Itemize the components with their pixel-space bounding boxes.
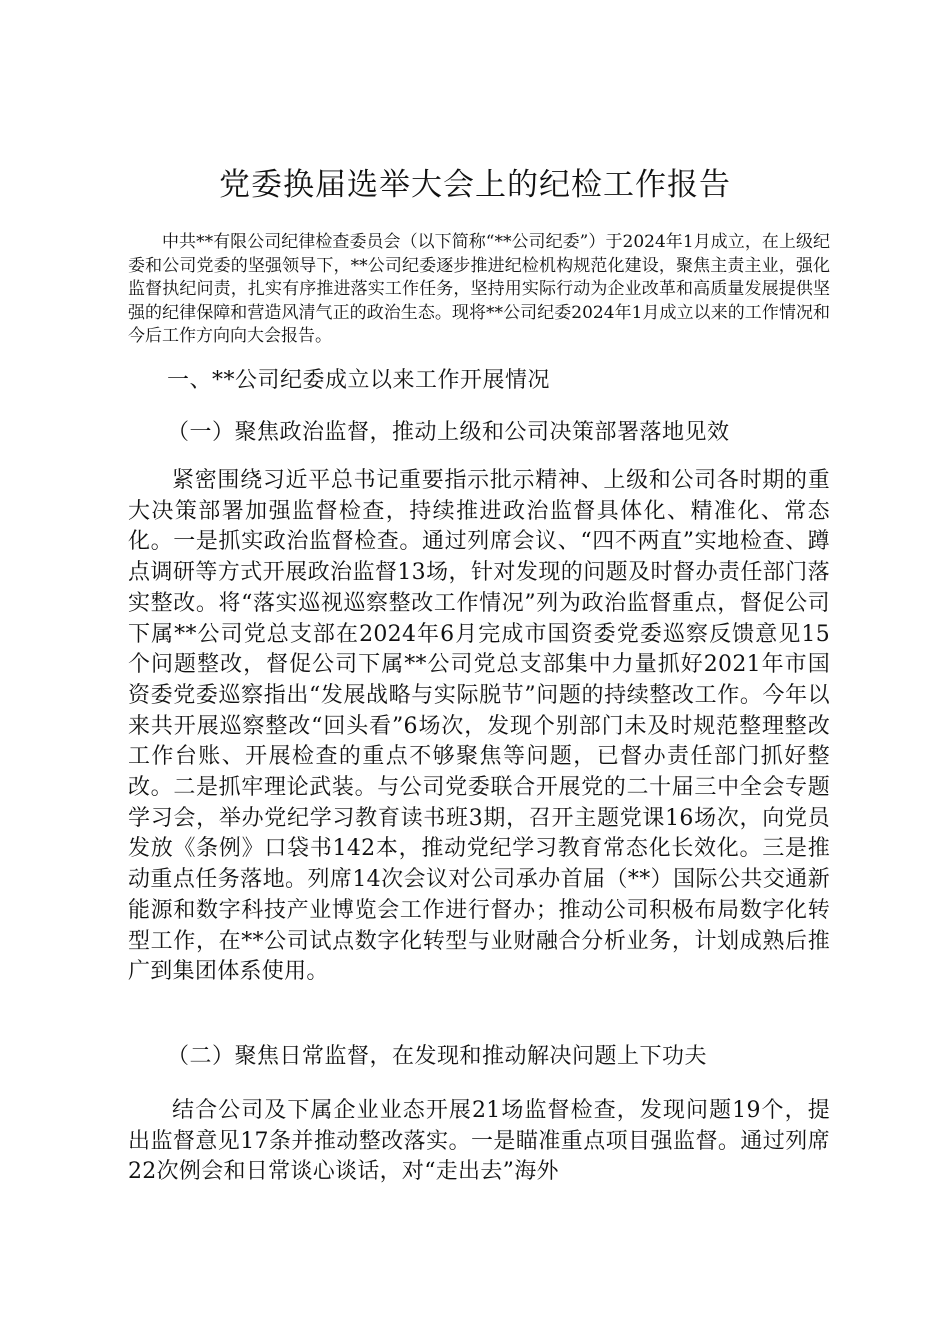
subsection-heading-2: （二）聚焦日常监督，在发现和推动解决问题上下功夫 bbox=[167, 1044, 708, 1069]
subsection-2-body: 结合公司及下属企业业态开展21场监督检查，发现问题19个，提出监督意见17条并推动整改落实。一是瞄准重点项目强监督。通过列席22次例会和日常谈心谈话，对“走出去”海外 bbox=[128, 1098, 830, 1185]
subsection-1-body: 紧密围绕习近平总书记重要指示批示精神、上级和公司各时期的重大决策部署加强监督检查，持续推进政治监督具体化、精准化、常态化。一是抓实政治监督检查。通过列席会议、“四不两直”实地检查、蹲点调研等方式开展政治监督13场，针对发现的问题及时督办责任部门落实整改。将“落实巡视巡察整改工作情况”列为政治监督重点，督促公司下属**公司党总支部在2024年6月完成市国资委党委巡察反馈意见15个问题整改，督促公司下属**公司党总支部集中力量抓好2021年市国资委党委巡察指出“发展战略与实际脱节”问题的持续整改工作。今年以来共开展巡察整改“回头看”6场次，发现个别部门未及时规范整理整改工作台账、开展检查的重点不够聚焦等问题，已督办责任部门抓好整改。二是抓牢理论武装。与公司党委联合开展党的二十届三中全会专题学习会，举办党纪学习教育读书班3期，召开主题党课16场次，向党员发放《条例》口袋书142本，推动党纪学习教育常态化长效化。三是推动重点任务落地。列席14次会议对公司承办首届（**）国际公共交通新能源和数字科技产业博览会工作进行督办；推动公司积极布局数字化转型工作，在**公司试点数字化转型与业财融合分析业务，计划成熟后推广到集团体系使用。 bbox=[128, 468, 830, 985]
document-title: 党委换届选举大会上的纪检工作报告 bbox=[219, 167, 731, 203]
section-heading-1: 一、**公司纪委成立以来工作开展情况 bbox=[167, 368, 551, 393]
intro-paragraph: 中共**有限公司纪律检查委员会（以下简称“**公司纪委”）于2024年1月成立，在上级纪委和公司党委的坚强领导下，**公司纪委逐步推进纪检机构规范化建设，聚焦主责主业，强化监督执纪问责，扎实有序推进落实工作任务，坚持用实际行动为企业改革和高质量发展提供坚强的纪律保障和营造风清气正的政治生态。现将**公司纪委2024年1月成立以来的工作情况和今后工作方向向大会报告。 bbox=[128, 232, 830, 346]
subsection-heading-1: （一）聚焦政治监督，推动上级和公司决策部署落地见效 bbox=[167, 420, 730, 445]
